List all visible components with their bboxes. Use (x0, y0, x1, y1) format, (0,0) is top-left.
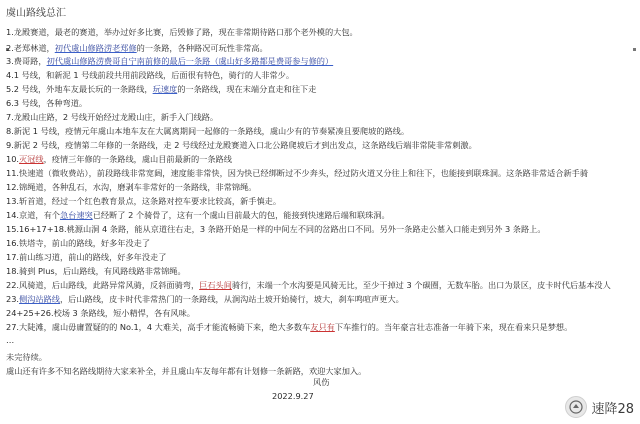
line-text: 10. (6, 154, 20, 164)
route-line (6, 98, 87, 109)
underlined-text: 灭冠线 (19, 154, 44, 164)
line-text: 3.费哥路， (6, 56, 47, 66)
route-line (6, 27, 358, 38)
line-text: 8.新泥 1 号线，疫情元年虞山本地车友在大属离期间一起修的一条路线，虞山少有的节奏紧凑且要爬坡的路线。 (6, 126, 410, 136)
route-line (6, 308, 195, 319)
line-text: 下车推行的。当年豪言壮志准备一年骑下来，现在看来只是梦想。 (334, 322, 573, 332)
line-text: 14.京道，有个 (6, 210, 60, 220)
line-text: 6.3 号线，各种弯道。 (6, 98, 88, 108)
underlined-text: 急台速突 (59, 210, 93, 220)
underlined-text: 巨石头间 (199, 280, 232, 290)
route-line (6, 196, 281, 207)
document-date: 2022.9.27 (272, 391, 314, 401)
line-text: 5.2 号线，外地车友最长玩的一条路线， (6, 84, 153, 94)
route-line (6, 335, 14, 346)
line-text: 已经断了 2 个骑骨了，这有一个虞山目前最大的包，能接到快速路后端和联珠洞。 (92, 210, 390, 220)
underlined-text: 玩速度 (152, 84, 178, 94)
route-line (6, 182, 256, 193)
route-line (6, 126, 409, 137)
line-text: 15.16+17+18.桃源山洞 4 条路，能从京道往右走，3 条路开始是一样的中间左不同的岔路出口不同。另外一条路走公墓入口能走到另外 3 条路上。 (6, 224, 546, 234)
line-text: … (6, 335, 15, 345)
underlined-text: 初代虞山修路涝老郑修 (54, 43, 137, 53)
margin-mark (633, 48, 636, 51)
line-text: 12.锦绳道，各种乱石，水沟，磨剥车非常好的一条路线，非常锦绳。 (6, 182, 257, 192)
route-line (6, 140, 477, 151)
line-text: 24+25+26.校场 3 条路线，短小精悍，各有风味。 (6, 308, 195, 318)
line-text: 9.新泥 2 号线，疫情第二年修的一条路线，走 2 号线经过龙殿赛道入口北公路爬坡后才到出发点，这条路线后端非常陡非常刺激。 (6, 140, 477, 150)
route-line (6, 154, 232, 165)
line-text: 的一条路线，现在末端分直走和往下走 (177, 84, 317, 94)
line-text: 1.龙殿赛道，最老的赛道，举办过好多比赛，后毁修了路，现在非常期待路口那个老外模的大包。 (6, 27, 358, 37)
route-line (6, 252, 166, 263)
line-text: 17.前山练习道，前山的路线，好多年没走了 (6, 252, 167, 262)
author-signature: 风伤 (313, 377, 330, 387)
route-line (6, 224, 546, 235)
route-line (6, 70, 294, 81)
route-line (6, 280, 611, 291)
watermark (565, 396, 634, 418)
route-line (6, 168, 588, 179)
line-text: 的一条路，各种路况可玩性非常高。 (136, 43, 268, 53)
route-line (6, 112, 218, 123)
document-title: 虞山路线总汇 (6, 8, 66, 19)
line-text: 18.骑到 Plus，后山路线，有风路线路非常锦绳。 (6, 266, 186, 276)
app-logo-icon (565, 396, 587, 418)
line-text: ，后山路线，皮卡时代非常热门的一条路线，从涧沟站土坡开始骑行，坡大，刹车鸣喧声更大。 (59, 294, 404, 304)
line-text: ，疫情三年修的一条路线，虞山目前最新的一条路线 (43, 154, 232, 164)
underlined-text: 自宁南前修的最后一条路（虞山好多路都是费哥参与修的） (120, 56, 334, 66)
route-line (6, 322, 572, 333)
line-text: 2.老郑林道， (6, 43, 55, 53)
route-line (6, 84, 316, 95)
line-text: 13.斩首道，经过一个红色教育景点，这条路对控车要求比较高，新手慎走。 (6, 196, 282, 206)
watermark-text: 速降28 (591, 401, 634, 417)
line-text: 16.铁塔寺，前山的路线，好多年没走了 (6, 238, 151, 248)
line-text: 未完待续。 (6, 352, 47, 362)
route-line (6, 266, 186, 277)
line-text: 4.1 号线，和新泥 1 号线前段共用前段路线，后面很有特色，骑行的人非常少。 (6, 70, 295, 80)
route-line (6, 352, 47, 363)
underlined-text: 友只有 (310, 322, 335, 332)
line-text: 27.大陡滩，虞山毋庸置疑的的 No.1，4 大难关，高手才能流畅骑下来，绝大多数车 (6, 322, 311, 332)
route-line (6, 294, 404, 305)
underlined-text: 初代虞山修路涝费哥 (46, 56, 121, 66)
route-line (6, 43, 268, 54)
route-line (6, 238, 150, 249)
line-text: 7.龙殿山庄路，2 号线开始经过龙殿山庄，新手入门线路。 (6, 112, 219, 122)
route-line (6, 366, 366, 377)
line-text: 11.快速道（微收费站），前段路线非常宽阔，速度能非常快，因为快已经绑断过不少奔头，经过防火道又分往上和往下，也能接到联珠洞。这条路非常适合新手骑 (6, 168, 589, 178)
underlined-text: 侧沟站路线 (19, 294, 60, 304)
route-line (6, 210, 390, 221)
line-text: 23. (6, 294, 20, 304)
line-text: 虞山还有许多不知名路线期待大家来补全，并且虞山车友每年都有计划修一条新路，欢迎大家加入。 (6, 366, 367, 376)
line-text: 骑行，末端一个水沟要是风骑无比，至少干掉过 3 个碳圈，无数车胎。出口为景区，皮卡时代后基本没人 (231, 280, 611, 290)
route-line (6, 56, 333, 67)
line-text: 22.风骑道，后山路线，此路异常风骑，反斜面骑弯， (6, 280, 200, 290)
